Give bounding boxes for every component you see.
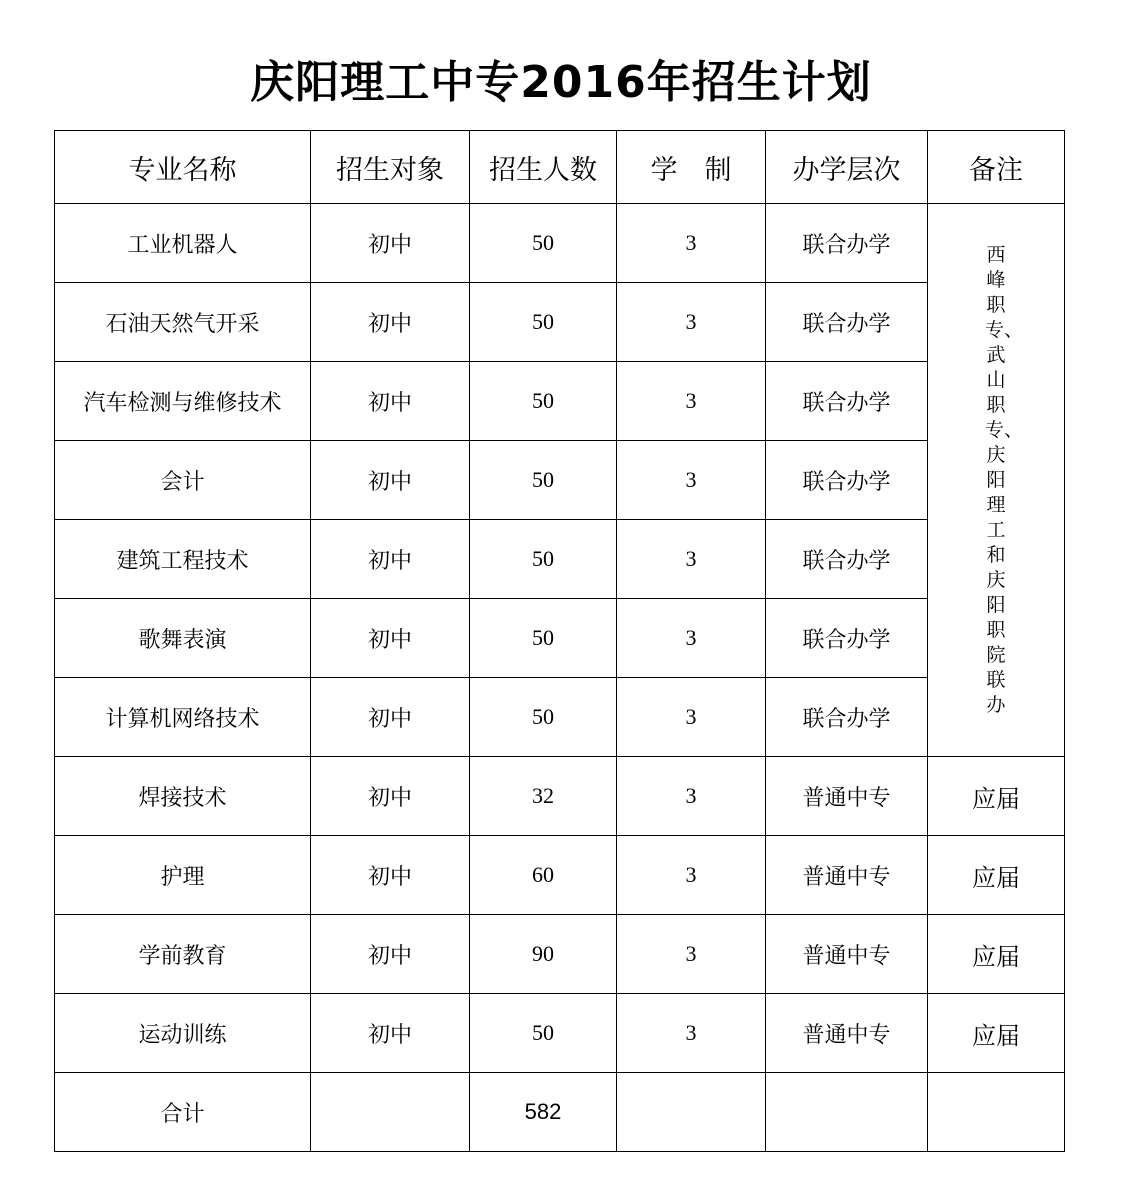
- page-title: 庆阳理工中专2016年招生计划: [250, 57, 872, 108]
- enroll-target: 初中: [311, 757, 470, 836]
- row-note: 应届: [928, 994, 1065, 1073]
- study-years: 3: [617, 520, 766, 599]
- enroll-count: 50: [470, 994, 617, 1073]
- total-empty-cell: [311, 1073, 470, 1152]
- header-target: 招生对象: [311, 131, 470, 204]
- enroll-target: 初中: [311, 915, 470, 994]
- table-row: [55, 441, 1065, 520]
- enroll-count: 50: [470, 362, 617, 441]
- enroll-count: 50: [470, 520, 617, 599]
- enroll-target: 初中: [311, 599, 470, 678]
- major-name: 会计: [55, 441, 311, 520]
- enroll-count: 60: [470, 836, 617, 915]
- table-row: [55, 757, 1065, 836]
- table-row: [55, 915, 1065, 994]
- merged-note: 西峰职专、武山职专、庆阳理工和庆阳职院联办: [985, 243, 1024, 716]
- major-name: 焊接技术: [55, 757, 311, 836]
- table-row: [55, 283, 1065, 362]
- study-years: 3: [617, 678, 766, 757]
- enroll-target: 初中: [311, 836, 470, 915]
- total-label: 合计: [55, 1073, 311, 1152]
- enroll-count: 50: [470, 599, 617, 678]
- school-level: 联合办学: [766, 204, 928, 283]
- row-note: 应届: [928, 757, 1065, 836]
- header-years: 学 制: [617, 131, 766, 204]
- school-level: 普通中专: [766, 915, 928, 994]
- major-name: 护理: [55, 836, 311, 915]
- enroll-target: 初中: [311, 994, 470, 1073]
- table-row: [55, 836, 1065, 915]
- school-level: 联合办学: [766, 441, 928, 520]
- table-row: [55, 994, 1065, 1073]
- header-level: 办学层次: [766, 131, 928, 204]
- study-years: 3: [617, 441, 766, 520]
- table-row: [55, 362, 1065, 441]
- merged-note-cell: [928, 204, 1065, 757]
- header-row: [55, 131, 1065, 204]
- enroll-count: 90: [470, 915, 617, 994]
- enroll-count: 50: [470, 283, 617, 362]
- enroll-target: 初中: [311, 520, 470, 599]
- school-level: 联合办学: [766, 283, 928, 362]
- study-years: 3: [617, 915, 766, 994]
- total-row: [55, 1073, 1065, 1152]
- row-note: 应届: [928, 836, 1065, 915]
- study-years: 3: [617, 836, 766, 915]
- enroll-target: 初中: [311, 204, 470, 283]
- study-years: 3: [617, 283, 766, 362]
- enroll-target: 初中: [311, 678, 470, 757]
- study-years: 3: [617, 994, 766, 1073]
- enroll-target: 初中: [311, 283, 470, 362]
- enroll-target: 初中: [311, 362, 470, 441]
- header-note: 备注: [928, 131, 1065, 204]
- school-level: 普通中专: [766, 836, 928, 915]
- school-level: 联合办学: [766, 520, 928, 599]
- table-row: [55, 204, 1065, 283]
- school-level: 联合办学: [766, 362, 928, 441]
- enroll-target: 初中: [311, 441, 470, 520]
- study-years: 3: [617, 204, 766, 283]
- study-years: 3: [617, 599, 766, 678]
- major-name: 汽车检测与维修技术: [55, 362, 311, 441]
- major-name: 石油天然气开采: [55, 283, 311, 362]
- header-count: 招生人数: [470, 131, 617, 204]
- school-level: 联合办学: [766, 678, 928, 757]
- major-name: 建筑工程技术: [55, 520, 311, 599]
- study-years: 3: [617, 757, 766, 836]
- major-name: 歌舞表演: [55, 599, 311, 678]
- enroll-count: 50: [470, 441, 617, 520]
- total-count: 582: [470, 1073, 617, 1152]
- school-level: 普通中专: [766, 994, 928, 1073]
- table-row: [55, 599, 1065, 678]
- enroll-count: 32: [470, 757, 617, 836]
- header-major: 专业名称: [55, 131, 311, 204]
- major-name: 计算机网络技术: [55, 678, 311, 757]
- table-row: [55, 520, 1065, 599]
- school-level: 联合办学: [766, 599, 928, 678]
- major-name: 运动训练: [55, 994, 311, 1073]
- enroll-count: 50: [470, 678, 617, 757]
- school-level: 普通中专: [766, 757, 928, 836]
- table-row: [55, 678, 1065, 757]
- enrollment-table: [54, 130, 1065, 1152]
- major-name: 学前教育: [55, 915, 311, 994]
- study-years: 3: [617, 362, 766, 441]
- enroll-count: 50: [470, 204, 617, 283]
- total-empty-cell: [617, 1073, 766, 1152]
- row-note: 应届: [928, 915, 1065, 994]
- major-name: 工业机器人: [55, 204, 311, 283]
- total-empty-cell: [766, 1073, 928, 1152]
- total-empty-cell: [928, 1073, 1065, 1152]
